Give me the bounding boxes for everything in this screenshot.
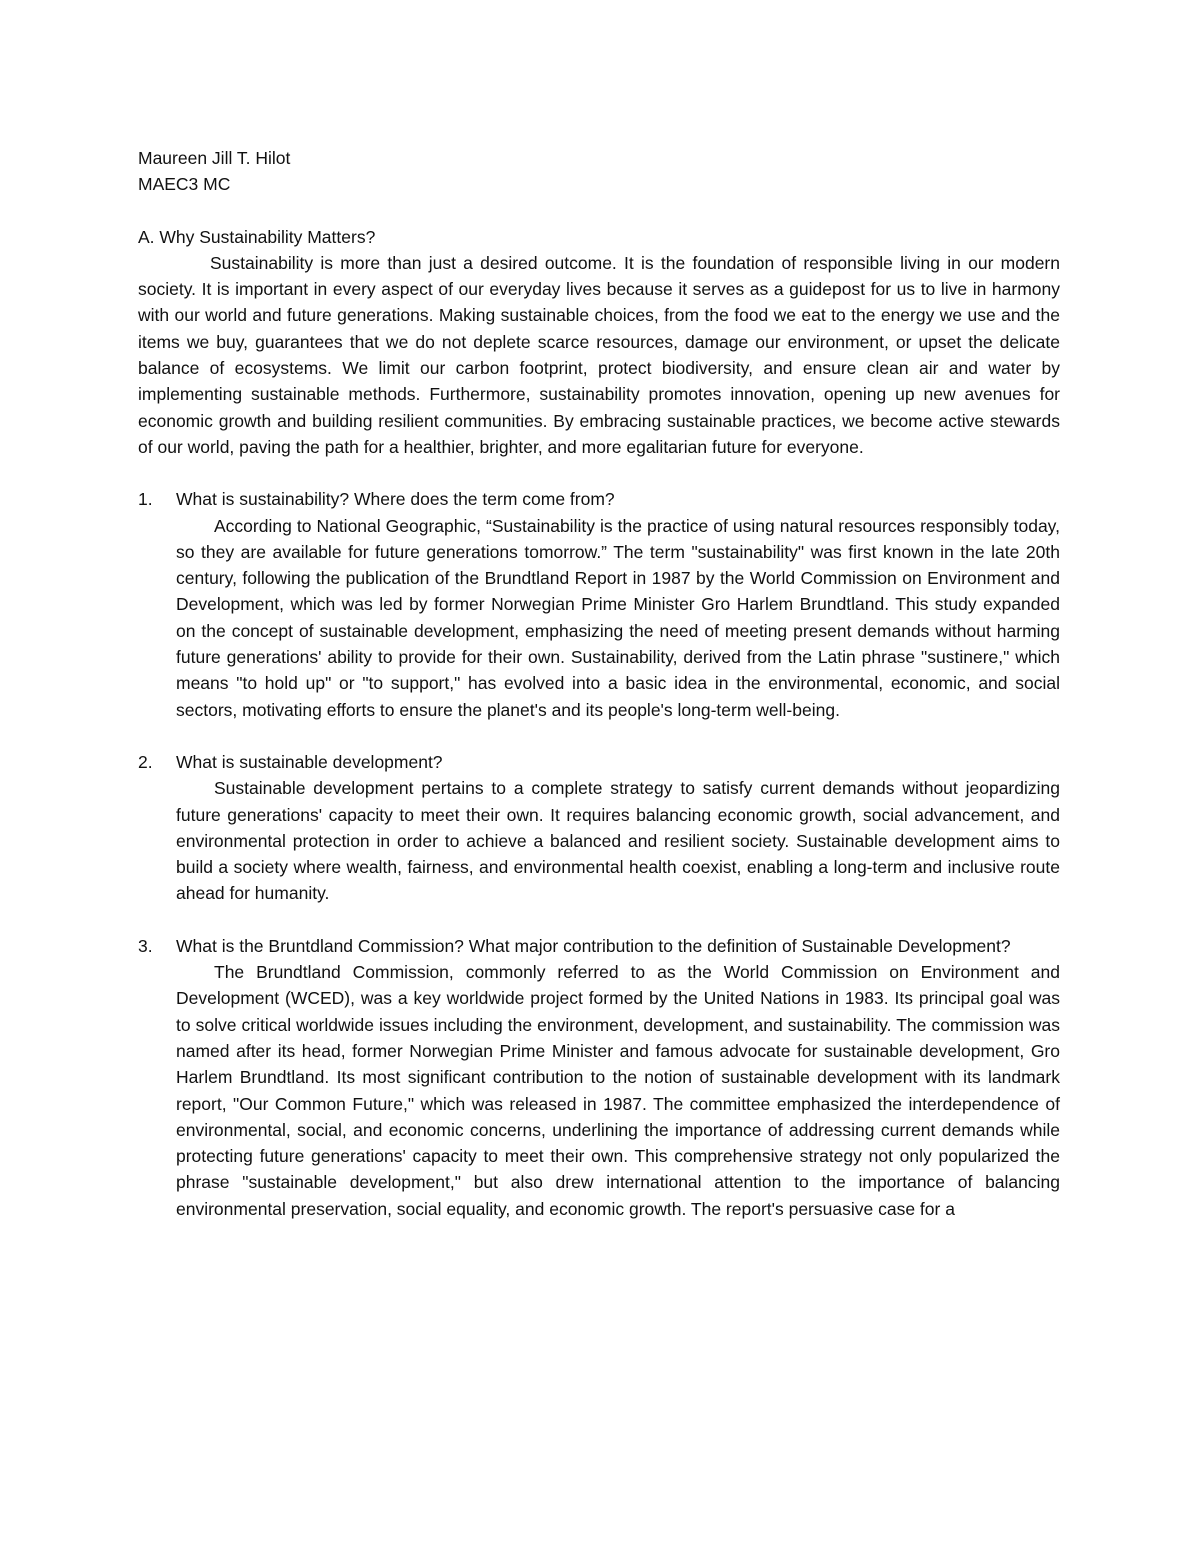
question-answer: Sustainable development pertains to a complete strategy to satisfy current demands without jeopardizing future generations' capacity to meet their own. It requires balancing economic growth, social advancement, and environmental protection in order to achieve a balanced and resilient society. Sustainable development aims to build a society where wealth, fairness, and environmental health coexist, enabling a long-term and inclusive route ahead for humanity. xyxy=(176,778,1060,904)
question-item-1 xyxy=(138,486,1060,723)
question-text: What is sustainable development? xyxy=(176,751,443,772)
question-answer: According to National Geographic, “Sustainability is the practice of using natural resources responsibly today, so they are available for future generations tomorrow.” The term "sustainability" was first known in the late 20th century, following the publication of the Brundtland Report in 1987 by the World Commission on Environment and Development, which was led by former Norwegian Prime Minister Gro Harlem Brundtland. This study expanded on the concept of sustainable development, emphasizing the need of meeting present demands without harming future generations' ability to provide for their own. Sustainability, derived from the Latin phrase "sustinere," which means "to hold up" or "to support," has evolved into a basic idea in the environmental, economic, and social sectors, motivating efforts to ensure the planet's and its people's long-term well-being. xyxy=(176,515,1060,720)
question-item-3 xyxy=(138,933,1060,1222)
course-code: MAEC3 MC xyxy=(138,174,231,195)
section-a-body: Sustainability is more than just a desired outcome. It is the foundation of responsible living in our modern society. It is important in every aspect of our everyday lives because it serves as a guidepost for us to live in harmony with our world and future generations. Making sustainable choices, from the food we eat to the energy we use and the items we buy, guarantees that we do not deplete scarce resources, damage our environment, or upset the delicate balance of ecosystems. We limit our carbon footprint, protect biodiversity, and ensure clean air and water by implementing sustainable methods. Furthermore, sustainability promotes innovation, opening up new avenues for economic growth and building resilient communities. By embracing sustainable practices, we become active stewards of our world, paving the path for a healthier, brighter, and more egalitarian future for everyone. xyxy=(138,252,1060,457)
spacer xyxy=(138,198,1060,224)
document-content xyxy=(138,145,1060,1222)
question-item-2 xyxy=(138,749,1060,907)
question-text: What is the Bruntdland Commission? What major contribution to the definition of Sustainable Development? xyxy=(176,935,1011,956)
question-number: 3. xyxy=(138,935,153,956)
section-a-title: A. Why Sustainability Matters? xyxy=(138,226,376,247)
author-name: Maureen Jill T. Hilot xyxy=(138,148,291,168)
question-number: 2. xyxy=(138,751,153,772)
question-text: What is sustainability? Where does the term come from? xyxy=(176,489,615,510)
question-number: 1. xyxy=(138,489,153,510)
question-list xyxy=(138,486,1060,1222)
question-answer: The Brundtland Commission, commonly referred to as the World Commission on Environment and Development (WCED), was a key worldwide project formed by the United Nations in 1983. Its principal goal was to solve critical worldwide issues including the environment, development, and sustainability. The commission was named after its head, former Norwegian Prime Minister and famous advocate for sustainable development, Gro Harlem Brundtland. Its most significant contribution to the notion of sustainable development with its landmark report, "Our Common Future," which was released in 1987. The committee emphasized the interdependence of environmental, social, and economic concerns, underlining the importance of addressing current demands while protecting future generations' capacity to meet their own. This comprehensive strategy not only popularized the phrase "sustainable development," but also drew international attention to the importance of balancing environmental preservation, social equality, and economic growth. The report's persuasive case for a xyxy=(176,962,1060,1219)
